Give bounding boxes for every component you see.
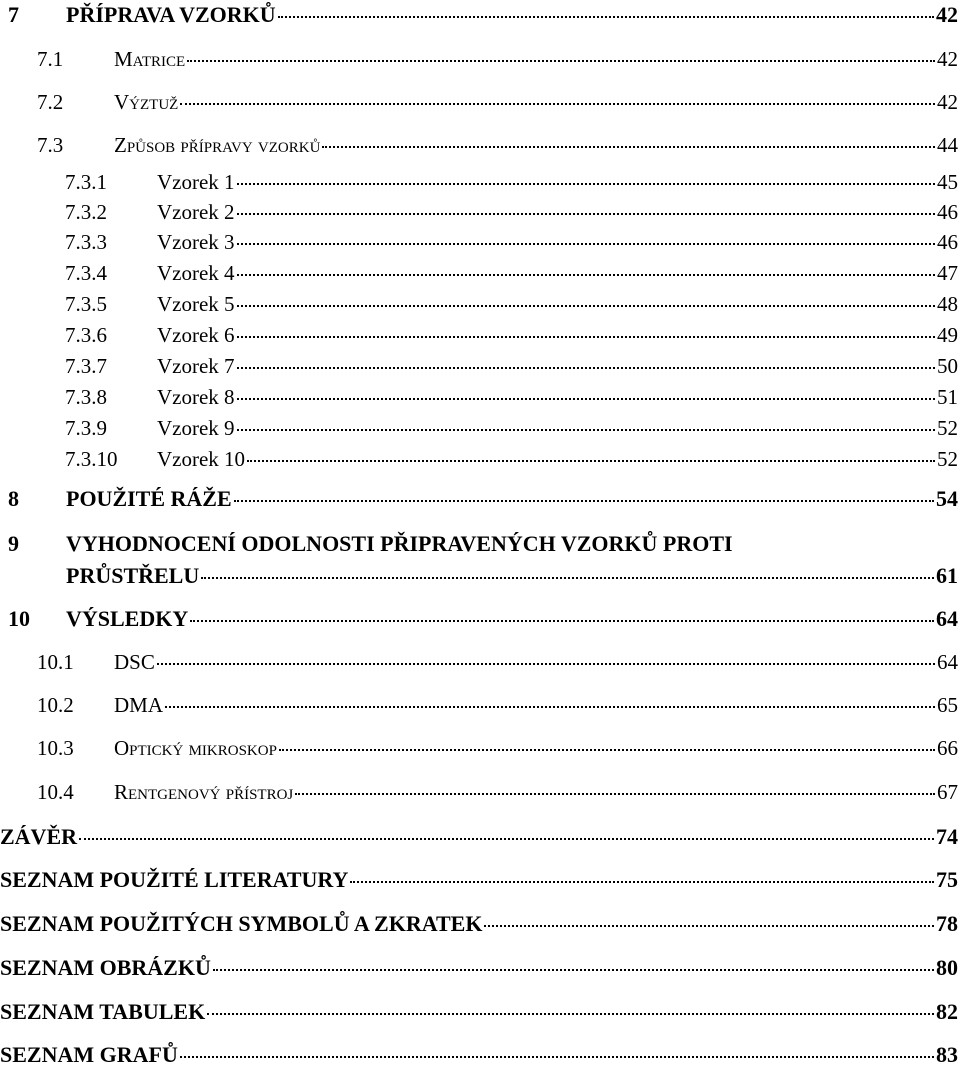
toc-entry-7[interactable] — [0, 2, 958, 28]
toc-number: 7.2 — [37, 90, 64, 114]
dot-leader — [157, 663, 935, 665]
toc-page-number: 64 — [936, 606, 958, 631]
toc-entry-7-3-9[interactable] — [0, 416, 958, 441]
toc-title: Matrice — [114, 47, 186, 71]
dot-leader — [237, 367, 935, 369]
dot-leader — [213, 969, 934, 971]
toc-number: 7.3.8 — [65, 385, 107, 409]
toc-page-number: 52 — [937, 447, 958, 471]
dot-leader — [165, 706, 935, 708]
dot-leader — [322, 146, 935, 148]
toc-title: PRŮSTŘELU — [66, 563, 200, 588]
toc-entry-obrazky[interactable] — [0, 955, 958, 981]
dot-leader — [484, 925, 934, 927]
toc-number: 7.3.9 — [65, 416, 107, 440]
toc-title: DSC — [114, 650, 155, 674]
dot-leader — [79, 838, 934, 840]
dot-leader — [237, 336, 935, 338]
toc-number: 10.3 — [37, 736, 74, 760]
toc-title: Vzorek 7 — [157, 354, 235, 378]
toc-entry-7-3-5[interactable] — [0, 292, 958, 317]
dot-leader — [279, 749, 935, 751]
toc-title: Rentgenový přístroj — [114, 780, 294, 804]
dot-leader — [207, 1013, 934, 1015]
toc-entry-10-4[interactable] — [0, 780, 958, 805]
dot-leader — [247, 460, 935, 462]
toc-page-number: 46 — [937, 230, 958, 254]
toc-page-number: 75 — [936, 867, 958, 892]
toc-number: 7.3.6 — [65, 323, 107, 347]
toc-title: Vzorek 1 — [157, 170, 235, 194]
toc-title: Vzorek 2 — [157, 200, 235, 224]
toc-number: 7.3.1 — [65, 170, 107, 194]
dot-leader — [237, 243, 935, 245]
toc-page-number: 45 — [937, 170, 958, 194]
toc-title: SEZNAM GRAFŮ — [0, 1042, 178, 1067]
toc-number: 10 — [8, 606, 30, 631]
dot-leader — [190, 620, 934, 622]
toc-title: Vzorek 4 — [157, 261, 235, 285]
toc-page-number: 80 — [936, 955, 958, 980]
toc-entry-7-3[interactable] — [0, 133, 958, 158]
toc-title: Vzorek 5 — [157, 292, 235, 316]
toc-number: 10.1 — [37, 650, 74, 674]
toc-title: SEZNAM POUŽITÝCH SYMBOLŮ A ZKRATEK — [0, 911, 483, 936]
dot-leader — [237, 213, 935, 215]
toc-number: 8 — [8, 486, 19, 511]
toc-page-number: 65 — [937, 693, 958, 717]
toc-entry-7-2[interactable] — [0, 90, 958, 115]
toc-title: SEZNAM POUŽITÉ LITERATURY — [0, 867, 349, 892]
toc-page-number: 82 — [936, 999, 958, 1024]
dot-leader — [350, 881, 934, 883]
toc-entry-7-3-1[interactable] — [0, 170, 958, 195]
toc-page-number: 74 — [936, 824, 958, 849]
toc-entry-7-3-7[interactable] — [0, 354, 958, 379]
toc-entry-7-3-8[interactable] — [0, 385, 958, 410]
toc-page-number: 67 — [937, 780, 958, 804]
dot-leader — [237, 183, 935, 185]
toc-page-number: 50 — [937, 354, 958, 378]
toc-title: SEZNAM TABULEK — [0, 999, 206, 1024]
toc-number: 7.3.7 — [65, 354, 107, 378]
dot-leader — [237, 305, 935, 307]
toc-entry-8[interactable] — [0, 486, 958, 512]
toc-title: ZÁVĚR — [0, 824, 78, 849]
toc-page-number: 42 — [937, 90, 958, 114]
dot-leader — [180, 1056, 934, 1058]
toc-page-number: 54 — [936, 486, 958, 511]
toc-number: 7 — [8, 2, 19, 27]
toc-entry-9[interactable] — [0, 563, 958, 589]
toc-entry-10[interactable] — [0, 606, 958, 632]
toc-title: Vzorek 6 — [157, 323, 235, 347]
toc-number: 7.3.5 — [65, 292, 107, 316]
toc-page-number: 51 — [937, 385, 958, 409]
toc-number: 7.3 — [37, 133, 64, 157]
toc-page-number: 66 — [937, 736, 958, 760]
toc-entry-10-3[interactable] — [0, 736, 958, 761]
dot-leader — [295, 793, 935, 795]
dot-leader — [237, 398, 935, 400]
toc-title: SEZNAM OBRÁZKŮ — [0, 955, 211, 980]
dot-leader — [234, 500, 934, 502]
toc-entry-literatura[interactable] — [0, 867, 958, 893]
toc-number: 7.3.2 — [65, 200, 107, 224]
toc-entry-7-3-2[interactable] — [0, 200, 958, 225]
toc-page-number: 78 — [936, 911, 958, 936]
toc-title-line1: VYHODNOCENÍ ODOLNOSTI PŘIPRAVENÝCH VZORKŮ PROTI — [66, 531, 733, 556]
toc-title: Výztuž — [114, 90, 179, 114]
toc-title: Vzorek 10 — [157, 447, 246, 471]
toc-title: Vzorek 9 — [157, 416, 235, 440]
toc-entry-10-2[interactable] — [0, 693, 958, 718]
toc-title: Způsob přípravy vzorků — [114, 133, 321, 157]
dot-leader — [237, 274, 935, 276]
dot-leader — [187, 60, 935, 62]
toc-page-number: 83 — [936, 1042, 958, 1067]
toc-entry-grafy[interactable] — [0, 1042, 958, 1068]
dot-leader — [180, 103, 935, 105]
toc-page-number: 64 — [937, 650, 958, 674]
toc-page-number: 61 — [936, 563, 958, 588]
toc-number: 7.3.10 — [65, 447, 118, 471]
toc-number: 7.1 — [37, 47, 64, 71]
toc-number: 7.3.3 — [65, 230, 107, 254]
toc-entry-7-1[interactable] — [0, 47, 958, 72]
toc-entry-7-3-6[interactable] — [0, 323, 958, 348]
toc-page-number: 52 — [937, 416, 958, 440]
toc-title: POUŽITÉ RÁŽE — [66, 486, 232, 511]
toc-entry-9-line1[interactable] — [0, 531, 958, 557]
toc-page-number: 42 — [937, 47, 958, 71]
toc-page-number: 44 — [937, 133, 958, 157]
toc-title: Optický mikroskop — [114, 736, 277, 760]
toc-page-number: 42 — [936, 2, 958, 27]
toc-entry-symboly[interactable] — [0, 911, 958, 937]
toc-number: 9 — [8, 531, 19, 556]
toc-entry-tabulky[interactable] — [0, 999, 958, 1025]
dot-leader — [201, 577, 934, 579]
toc-number: 7.3.4 — [65, 261, 107, 285]
toc-title: VÝSLEDKY — [66, 606, 189, 631]
dot-leader — [237, 429, 935, 431]
toc-page-number: 49 — [937, 323, 958, 347]
toc-number: 10.2 — [37, 693, 74, 717]
toc-entry-10-1[interactable] — [0, 650, 958, 675]
toc-number: 10.4 — [37, 780, 74, 804]
toc-page-number: 47 — [937, 261, 958, 285]
toc-entry-7-3-4[interactable] — [0, 261, 958, 286]
toc-page-number: 48 — [937, 292, 958, 316]
toc-entry-7-3-3[interactable] — [0, 230, 958, 255]
toc-page-number: 46 — [937, 200, 958, 224]
toc-title: Vzorek 8 — [157, 385, 235, 409]
toc-entry-zaver[interactable] — [0, 824, 958, 850]
toc-title: DMA — [114, 693, 164, 717]
toc-title: Vzorek 3 — [157, 230, 235, 254]
dot-leader — [278, 16, 934, 18]
toc-title: PŘÍPRAVA VZORKŮ — [66, 2, 276, 27]
toc-entry-7-3-10[interactable] — [0, 447, 958, 472]
